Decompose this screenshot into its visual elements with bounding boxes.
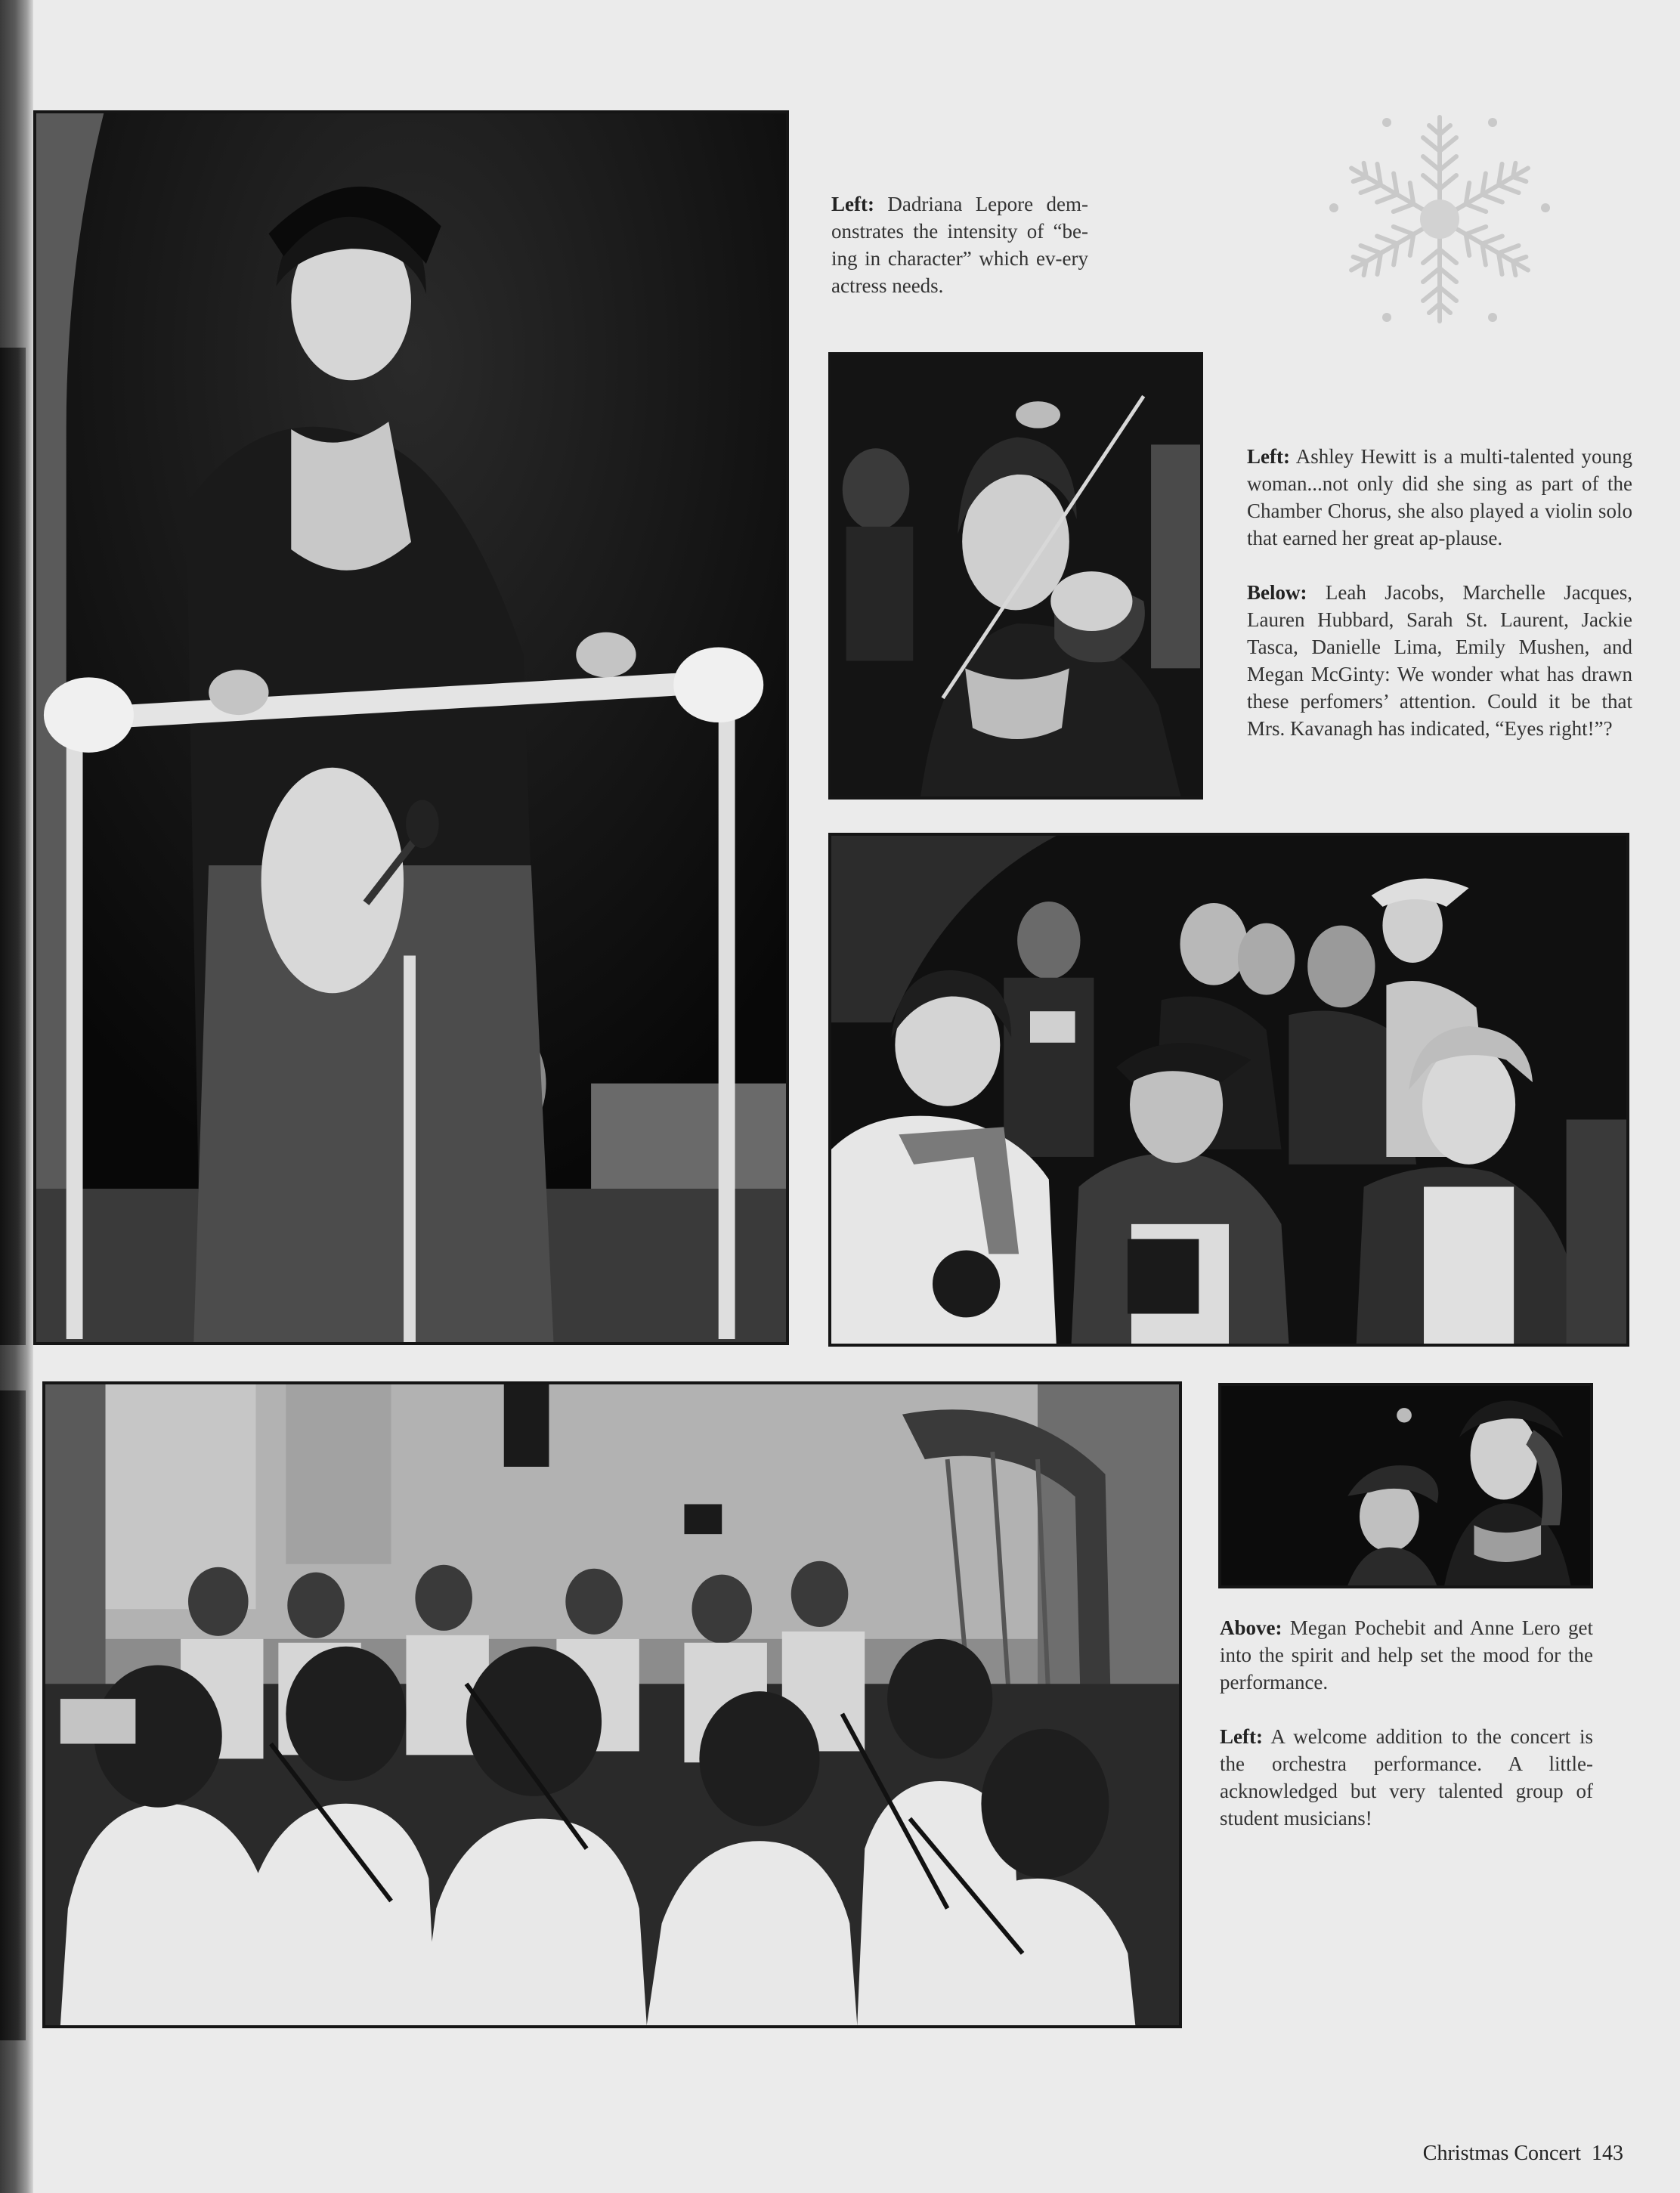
photo-violinist — [828, 352, 1203, 800]
photo-chorus-performers — [828, 833, 1629, 1347]
caption-megan-and-orchestra — [1220, 1614, 1593, 1832]
caption-label: Left: — [831, 193, 874, 215]
page-footer — [1423, 2142, 1623, 2166]
caption-label: Left: — [1220, 1725, 1263, 1748]
section-title: Christmas Concert — [1422, 2142, 1581, 2165]
caption-text: Leah Jacobs, Marchelle Jacques, Lauren Hubbard, Sarah St. Laurent, Jackie Tasca, Danielle Lima, Emily Mushen, and Megan McGinty: We wonder what has drawn these perfomers’ attention. Could it be that Mrs. Kavanagh has indicated, “Eyes right!”? — [1247, 581, 1632, 740]
page-number: 143 — [1592, 2142, 1623, 2165]
caption-label: Below: — [1247, 581, 1307, 604]
photo-singer-at-podium — [33, 110, 789, 1345]
snowflake-icon — [1326, 102, 1553, 336]
caption-text: A welcome addition to the concert is the orchestra performance. A little-acknowledged but very talented group of student musicians! — [1220, 1725, 1593, 1830]
caption-text: Megan Pochebit and Anne Lero get into the spirit and help set the mood for the performance. — [1220, 1616, 1593, 1693]
caption-label: Left: — [1247, 445, 1290, 468]
photo-orchestra — [42, 1381, 1182, 2028]
caption-text: Ashley Hewitt is a multi-talented young woman...not only did she sing as part of the Chamber Chorus, she also played a violin solo that earned her great ap-plause. — [1247, 445, 1632, 549]
caption-label: Above: — [1220, 1616, 1282, 1639]
caption-text: Dadriana Lepore dem-onstrates the intensity of “be-ing in character” which ev-ery actress needs. — [831, 193, 1089, 297]
facing-page-edge — [0, 1390, 26, 2040]
facing-page-edge — [0, 348, 26, 1345]
caption-dadriana — [831, 190, 1088, 299]
photo-megan-and-anne — [1218, 1383, 1593, 1588]
caption-ashley-and-chorus — [1247, 443, 1632, 742]
